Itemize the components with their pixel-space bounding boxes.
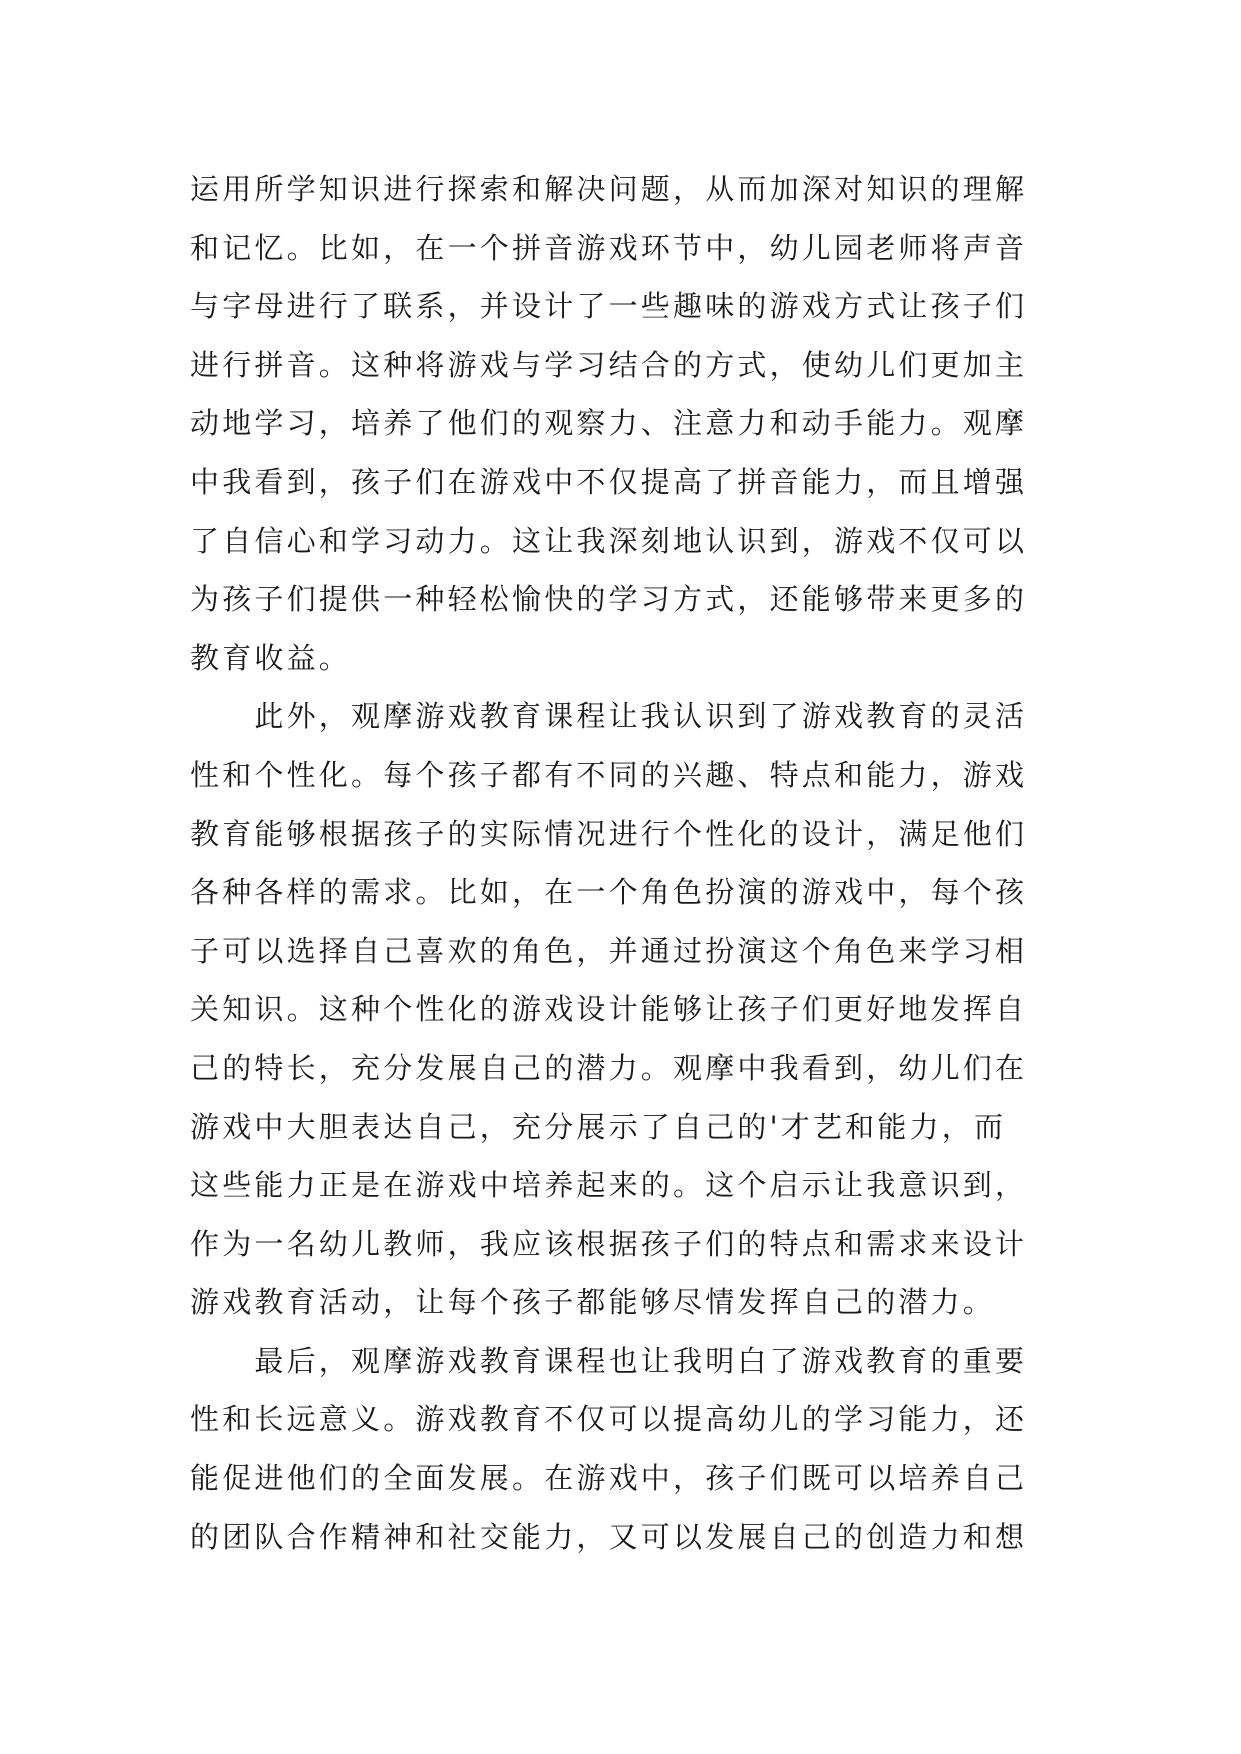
text-line: 作为一名幼儿教师，我应该根据孩子们的特点和需求来设计 — [190, 1226, 1028, 1261]
text-line: 各种各样的需求。比如，在一个角色扮演的游戏中，每个孩 — [190, 875, 1028, 910]
text-line: 中我看到，孩子们在游戏中不仅提高了拼音能力，而且增强 — [190, 464, 1028, 499]
text-line: 性和长远意义。游戏教育不仅可以提高幼儿的学习能力，还 — [190, 1402, 1028, 1437]
text-line: 为孩子们提供一种轻松愉快的学习方式，还能够带来更多的 — [190, 582, 1028, 617]
text-line: 己的特长，充分发展自己的潜力。观摩中我看到，幼儿们在 — [190, 1050, 1028, 1085]
text-line: 这些能力正是在游戏中培养起来的。这个启示让我意识到， — [190, 1168, 1028, 1203]
text-line: 能促进他们的全面发展。在游戏中，孩子们既可以培养自己 — [190, 1461, 1028, 1496]
text-line: 了自信心和学习动力。这让我深刻地认识到，游戏不仅可以 — [190, 523, 1028, 558]
text-line: 游戏中大胆表达自己，充分展示了自己的'才艺和能力，而 — [190, 1109, 1007, 1144]
text-line: 的团队合作精神和社交能力，又可以发展自己的创造力和想 — [190, 1519, 1028, 1554]
text-line: 关知识。这种个性化的游戏设计能够让孩子们更好地发挥自 — [190, 992, 1028, 1027]
text-line: 教育收益。 — [190, 640, 352, 675]
text-line: 动地学习，培养了他们的观察力、注意力和动手能力。观摩 — [190, 406, 1028, 441]
text-line: 游戏教育活动，让每个孩子都能够尽情发挥自己的潜力。 — [190, 1285, 996, 1320]
paragraph-start-line: 最后，观摩游戏教育课程也让我明白了游戏教育的重要 — [190, 1343, 1028, 1378]
paragraph-start-line: 此外，观摩游戏教育课程让我认识到了游戏教育的灵活 — [190, 699, 1028, 734]
text-line: 和记忆。比如，在一个拼音游戏环节中，幼儿园老师将声音 — [190, 230, 1028, 265]
text-line: 子可以选择自己喜欢的角色，并通过扮演这个角色来学习相 — [190, 933, 1028, 968]
text-line: 运用所学知识进行探索和解决问题，从而加深对知识的理解 — [190, 172, 1028, 206]
text-line: 与字母进行了联系，并设计了一些趣味的游戏方式让孩子们 — [190, 289, 1028, 324]
text-line: 进行拼音。这种将游戏与学习结合的方式，使幼儿们更加主 — [190, 347, 1028, 382]
text-line: 性和个性化。每个孩子都有不同的兴趣、特点和能力，游戏 — [190, 757, 1028, 792]
body-text — [190, 160, 1070, 1566]
text-line: 教育能够根据孩子的实际情况进行个性化的设计，满足他们 — [190, 816, 1028, 851]
